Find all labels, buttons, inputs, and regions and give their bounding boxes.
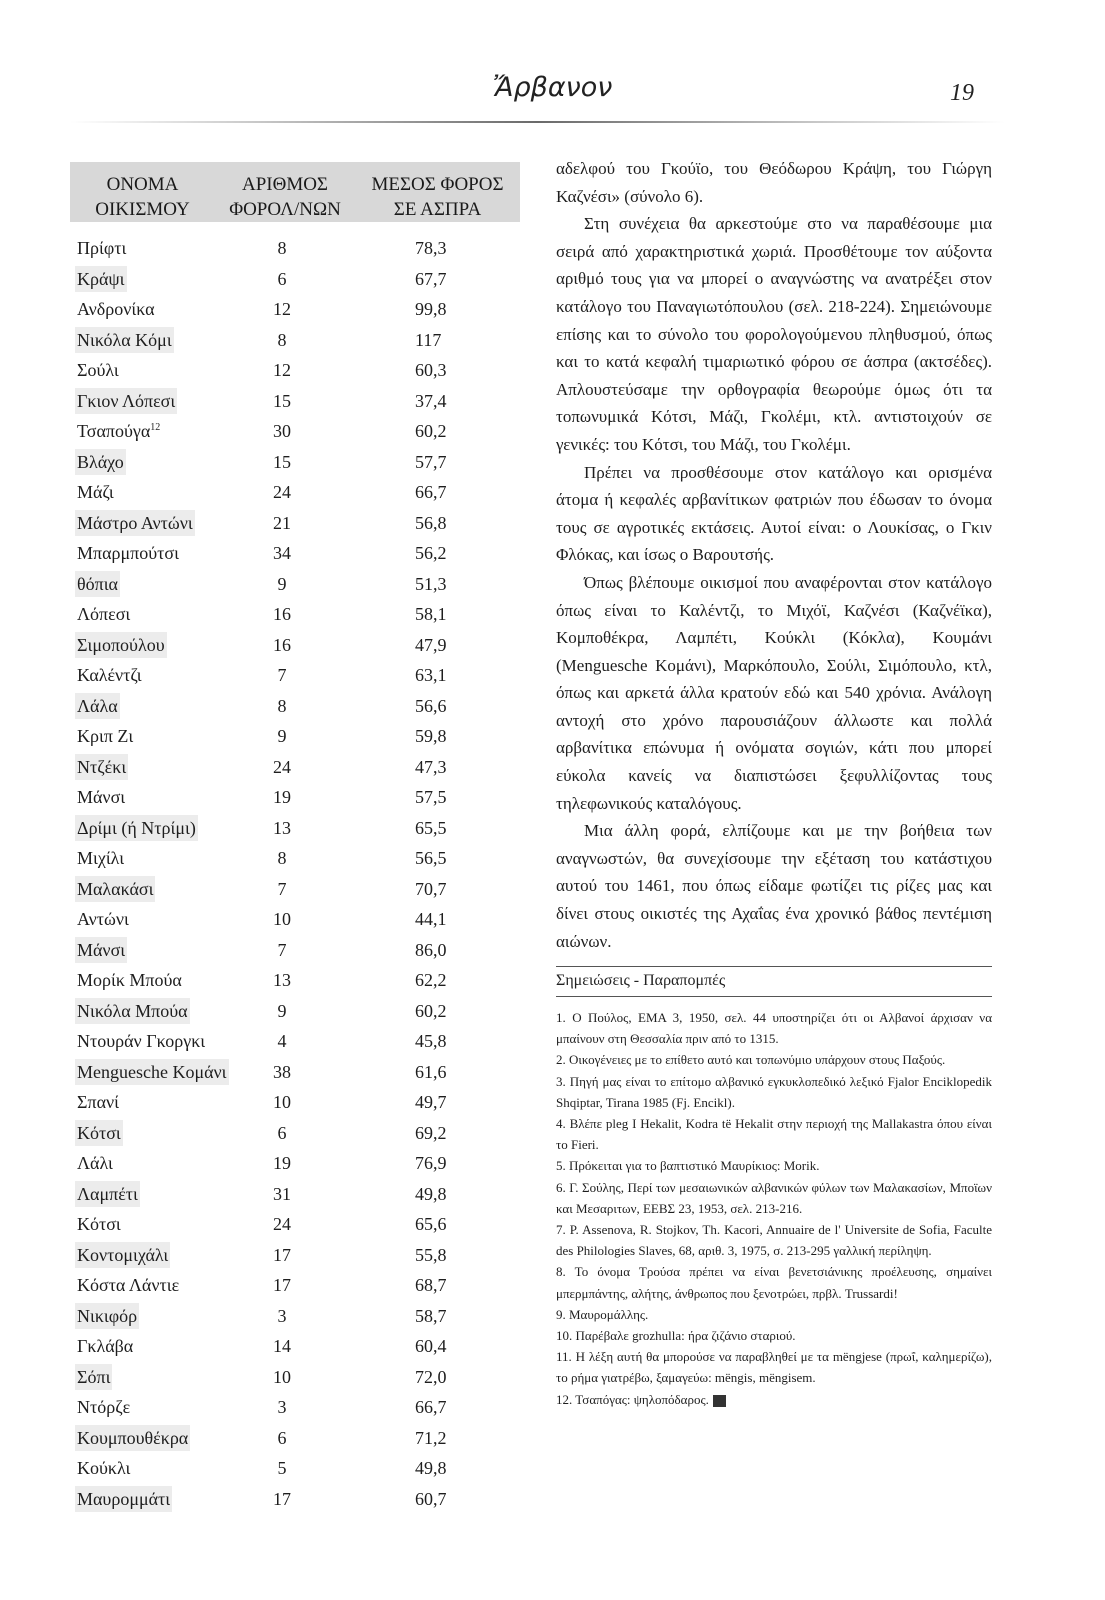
table-row (70, 965, 520, 996)
average-tax: 63,1 (415, 665, 447, 685)
average-tax: 60,4 (415, 1336, 447, 1356)
average-tax: 69,2 (415, 1122, 447, 1143)
settlement-name: Κότσι (75, 1120, 123, 1146)
average-tax: 59,8 (415, 726, 447, 746)
settlement-name: Μάζι (77, 482, 114, 502)
average-tax: 57,7 (415, 451, 447, 472)
settlement-name: Νικόλα Μπούα (75, 998, 190, 1024)
table-row (70, 1240, 520, 1271)
table-row (70, 1057, 520, 1088)
settlement-name: Κοντομιχάλι (75, 1242, 170, 1268)
taxpayer-count: 24 (273, 1214, 291, 1234)
average-tax: 78,3 (415, 238, 447, 258)
average-tax: 57,5 (415, 787, 447, 807)
taxpayer-count: 4 (277, 1031, 287, 1051)
table-row (70, 386, 520, 417)
header-settlement-name: ΟΝΟΜΑ ΟΙΚΙΣΜΟΥ (95, 174, 190, 220)
header-taxpayer-count: ΑΡΙΘΜΟΣ ΦΟΡΟΛ/ΝΩΝ (229, 174, 341, 220)
taxpayer-count: 6 (277, 1122, 287, 1143)
table-row (70, 935, 520, 966)
table-row (70, 294, 520, 325)
average-tax: 56,6 (415, 695, 447, 716)
taxpayer-count: 16 (273, 604, 291, 624)
average-tax: 47,9 (415, 634, 447, 655)
settlement-name: Γκιον Λόπεσι (75, 388, 177, 414)
settlement-name: Νικιφόρ (75, 1303, 139, 1329)
settlement-name: Μάνσι (77, 787, 126, 807)
average-tax: 99,8 (415, 299, 447, 319)
footnote: 1. Ο Πούλος, ΕΜΑ 3, 1950, σελ. 44 υποστηρίζει ότι οι Αλβανοί άρχισαν να μπαίνουν στη Θεσσαλία πριν από το 1315. (556, 1010, 992, 1047)
settlement-name: Λαμπέτι (75, 1181, 140, 1207)
taxpayer-count: 12 (273, 299, 291, 319)
settlement-name: Κράψι (75, 266, 127, 292)
table-row (70, 1301, 520, 1332)
table-row (70, 660, 520, 691)
average-tax: 62,2 (415, 970, 447, 990)
average-tax: 60,2 (415, 421, 447, 441)
taxpayer-count: 9 (277, 1000, 287, 1021)
average-tax: 66,7 (415, 482, 447, 502)
average-tax: 65,6 (415, 1214, 447, 1234)
taxpayer-count: 12 (273, 360, 291, 380)
table-row (70, 782, 520, 813)
table-row (70, 538, 520, 569)
taxpayer-count: 17 (273, 1244, 291, 1265)
table-row (70, 630, 520, 661)
settlement-name: Ανδρονίκα (77, 299, 155, 319)
notes-rule (556, 996, 992, 997)
average-tax: 58,1 (415, 604, 447, 624)
average-tax: 66,7 (415, 1397, 447, 1417)
settlement-name: Ντόρζε (77, 1397, 131, 1417)
settlement-name: Μορίκ Μπούα (77, 970, 182, 990)
taxpayer-count: 7 (277, 878, 287, 899)
footnotes (556, 1007, 992, 1410)
average-tax: 49,7 (415, 1092, 447, 1112)
taxpayer-count: 10 (273, 909, 291, 929)
average-tax: 61,6 (415, 1061, 447, 1082)
table-body (70, 233, 520, 1514)
settlement-name: Μπαρμπούτσι (77, 543, 179, 563)
footnote: 2. Οικογένειες με το επίθετο αυτό και τοπωνύμιο υπάρχουν στους Παξούς. (556, 1052, 946, 1068)
paragraph: Όπως βλέπουμε οικισμοί που αναφέρονται στον κατάλογο όπως είναι το Καλέντζι, το Μιχόϊ, Καζνέσι (Καζνέϊκα), Κομποθέκρα, Λαμπέτι, Κούκλι (Κόκλα), Κουμάνι (Menguesche Κομάνι), Μαρκόπουλο, Σούλι, Σιμόπουλο, κτλ, όπως και αρκετά άλλα κρατούν εδώ και 540 χρόνια. Ανάλογη αντοχή στο χρόνο παρουσιάζουν άλλωστε και πολλά αρβανίτικα επώνυμα ή ονόματα σογιών, κάτι που μπορεί εύκολα κανείς να διαπιστώσει ξεφυλλίζοντας τους τηλεφωνικούς καταλόγους. (556, 572, 992, 813)
settlement-name: Λάλα (75, 693, 120, 719)
settlement-name: Menguesche Κομάνι (75, 1059, 229, 1085)
settlement-name: Λάλι (77, 1153, 113, 1173)
table-row (70, 843, 520, 874)
settlement-name: Κουμπουθέκρα (75, 1425, 190, 1451)
average-tax: 68,7 (415, 1275, 447, 1295)
table-row (70, 264, 520, 295)
table-row (70, 233, 520, 264)
table-row (70, 1362, 520, 1393)
settlement-name: Ντζέκι (75, 754, 128, 780)
settlement-name: Σούλι (77, 360, 119, 380)
average-tax: 72,0 (415, 1366, 447, 1387)
taxpayer-count: 8 (277, 848, 287, 868)
average-tax: 51,3 (415, 573, 447, 594)
settlement-name: Σιμοπούλου (75, 632, 167, 658)
taxpayer-count: 15 (273, 390, 291, 411)
settlement-name: Τσαπούγα$^{12}$ (77, 421, 161, 441)
table-row (70, 1392, 520, 1423)
taxpayer-count: 3 (277, 1305, 287, 1326)
settlement-name: θόπια (75, 571, 120, 597)
taxpayer-count: 8 (277, 695, 287, 716)
settlement-name: Μάνσι (75, 937, 127, 963)
footnote: 3. Πηγή μας είναι το επίτομο αλβανικό εγκυκλοπεδικό λεξικό Fjalor Enciklopedik Shqiptar, Tirana 1985 (Fj. Encikl). (556, 1073, 992, 1110)
average-tax: 44,1 (415, 909, 447, 929)
settlement-name: Κόστα Λάντιε (77, 1275, 180, 1295)
table-row (70, 1209, 520, 1240)
average-tax: 37,4 (415, 390, 447, 411)
average-tax: 60,2 (415, 1000, 447, 1021)
taxpayer-count: 6 (277, 1427, 287, 1448)
paragraph: αδελφού του Γκούϊο, του Θεόδωρου Κράψη, του Γιώργη Καζνέσι» (σύνολο 6). (556, 159, 992, 206)
table-row (70, 813, 520, 844)
running-header-title: Ἄρβανον (492, 72, 613, 103)
taxpayer-count: 10 (273, 1366, 291, 1387)
average-tax: 67,7 (415, 268, 447, 289)
footnote: 8. Το όνομα Τρούσα πρέπει να είναι βενετσιάνικης προέλευσης, σημαίνει μπερμπάντης, αλήτης, άνθρωπος που ξενοτρώει, πρβλ. Trussardi! (556, 1264, 992, 1301)
table-row (70, 996, 520, 1027)
footnote: 9. Μαυρομάλλης. (556, 1306, 649, 1322)
average-tax: 55,8 (415, 1244, 447, 1265)
table-row (70, 599, 520, 630)
table-row (70, 721, 520, 752)
taxpayer-count: 21 (273, 512, 291, 533)
taxpayer-count: 17 (273, 1488, 291, 1509)
table-row (70, 1148, 520, 1179)
taxpayer-count: 15 (273, 451, 291, 472)
settlement-name: Λόπεσι (77, 604, 131, 624)
taxpayer-count: 7 (277, 665, 287, 685)
settlement-name: Κούκλι (77, 1458, 131, 1478)
average-tax: 86,0 (415, 939, 447, 960)
average-tax: 76,9 (415, 1153, 447, 1173)
settlement-name: Σπανί (77, 1092, 119, 1112)
table-row (70, 1118, 520, 1149)
table-row (70, 447, 520, 478)
taxpayer-count: 9 (277, 726, 287, 746)
footnote-marker: 12 (150, 422, 161, 433)
notes-heading: Σημειώσεις - Παραπομπές (556, 972, 726, 989)
table-row (70, 874, 520, 905)
taxpayer-count: 19 (273, 787, 291, 807)
average-tax: 71,2 (415, 1427, 447, 1448)
taxpayer-count: 30 (273, 421, 291, 441)
settlement-name: Πρίφτι (77, 238, 127, 258)
taxpayer-count: 24 (273, 756, 291, 777)
taxpayer-count: 5 (277, 1458, 287, 1478)
paragraph: Πρέπει να προσθέσουμε στον κατάλογο και ορισμένα άτομα ή κεφαλές αρβανίτικων φατριών που έδωσαν το όνομα τους σε αγροτικές εκτάσεις. Αυτοί είναι: ο Λουκίσας, ο Γκιν Φλόκας, και ίσως ο Βαρουτσής. (556, 462, 992, 565)
taxpayer-count: 13 (273, 970, 291, 990)
taxpayer-count: 6 (277, 268, 287, 289)
footnote: 4. Βλέπε pleg I Hekalit, Kodra të Hekalit στην περιοχή της Mallakastra όπου είναι το Fieri. (556, 1116, 992, 1153)
average-tax: 56,8 (415, 512, 447, 533)
table-row (70, 569, 520, 600)
taxpayer-count: 31 (273, 1183, 291, 1204)
average-tax: 60,3 (415, 360, 447, 380)
settlement-name: Δρίμι (ή Ντρίμι) (75, 815, 198, 841)
paragraph: Μια άλλη φορά, ελπίζουμε και με την βοήθεια των αναγνωστών, θα συνεχίσουμε την εξέταση του κατάστιχου αυτού του 1461, που όπως είδαμε φωτίζει τις ρίζες μας και δίνει στους οικιστές της Αχαΐας ένα χρονικό βάθος πεντέμιση αιώνων. (556, 821, 992, 951)
settlement-name: Νικόλα Κόμι (75, 327, 174, 353)
taxpayer-count: 3 (277, 1397, 287, 1417)
table-row (70, 355, 520, 386)
settlement-name: Κριπ Ζι (77, 726, 134, 746)
taxpayer-count: 7 (277, 939, 287, 960)
taxpayer-count: 17 (273, 1275, 291, 1295)
table-row (70, 904, 520, 935)
footnote: 11. Η λέξη αυτή θα μπορούσε να παραβληθεί με τα mëngjese (πρωΐ, καλημερίζω), το ρήμα γιατρέβω, ξαμαγεύω: mëngis, mëngisem. (556, 1349, 992, 1386)
taxpayer-count: 8 (277, 329, 287, 350)
settlement-name: Αντώνι (77, 909, 129, 929)
taxpayer-count: 24 (273, 482, 291, 502)
table-row (70, 1423, 520, 1454)
page-number: 19 (950, 80, 974, 106)
table-row (70, 1484, 520, 1515)
settlement-name: Γκλάβα (77, 1336, 134, 1356)
average-tax: 49,8 (415, 1183, 447, 1204)
table-row (70, 1026, 520, 1057)
settlement-name: Βλάχο (75, 449, 126, 475)
average-tax: 58,7 (415, 1305, 447, 1326)
taxpayer-count: 8 (277, 238, 287, 258)
settlement-name: Μιχίλι (77, 848, 125, 868)
footnote: 5. Πρόκειται για το βαπτιστικό Μαυρίκιος: Morik. (556, 1158, 820, 1174)
table-row (70, 691, 520, 722)
taxpayer-count: 19 (273, 1153, 291, 1173)
table-row (70, 1453, 520, 1484)
table-row (70, 1179, 520, 1210)
taxpayer-count: 10 (273, 1092, 291, 1112)
article-text (556, 155, 992, 955)
settlement-name: Καλέντζι (77, 665, 142, 685)
taxpayer-count: 38 (273, 1061, 291, 1082)
average-tax: 65,5 (415, 817, 447, 838)
average-tax: 60,7 (415, 1488, 447, 1509)
footnote: 6. Γ. Σούλης, Περί των μεσαιωνικών αλβανικών φύλων των Μαλακασίων, Μποϊων και Μεσαριτων, ΕΕΒΣ 23, 1953, σελ. 213-216. (556, 1179, 992, 1216)
taxpayer-count: 14 (273, 1336, 291, 1356)
table-row (70, 416, 520, 447)
settlement-name: Σόπι (75, 1364, 112, 1390)
taxpayer-count: 16 (273, 634, 291, 655)
taxpayer-count: 13 (273, 817, 291, 838)
taxpayer-count: 9 (277, 573, 287, 594)
average-tax: 56,2 (415, 543, 447, 563)
table-row (70, 752, 520, 783)
table-row (70, 1331, 520, 1362)
settlement-name: Μαλακάσι (75, 876, 155, 902)
header-rule (70, 121, 1005, 123)
average-tax: 70,7 (415, 878, 447, 899)
settlement-name: Μαυρομμάτι (75, 1486, 172, 1512)
table-row (70, 477, 520, 508)
table-row (70, 325, 520, 356)
header-average-tax: ΜΕΣΟΣ ΦΟΡΟΣ ΣΕ ΑΣΠΡΑ (371, 174, 504, 220)
taxpayer-count: 34 (273, 543, 291, 563)
settlement-name: Κότσι (77, 1214, 121, 1234)
table-row (70, 508, 520, 539)
notes-rule-top (556, 966, 992, 967)
footnote: 7. P. Assenova, R. Stojkov, Th. Kacori, Annuaire de l' Universite de Sofia, Faculte des Philologies Slaves, 68, αριθ. 3, 1975, σ. 213-295 γαλλική περίληψη. (556, 1222, 992, 1259)
average-tax: 45,8 (415, 1031, 447, 1051)
table-row (70, 1087, 520, 1118)
average-tax: 49,8 (415, 1458, 447, 1478)
footnote: 10. Παρέβαλε grozhulla: ήρα ζιζάνιο σταριού. (556, 1328, 796, 1344)
footnote: 12. Τσαπόγας: ψηλοπόδαρος. (556, 1389, 992, 1410)
table-row (70, 1270, 520, 1301)
settlements-table (70, 162, 520, 1514)
table-header (70, 162, 520, 222)
average-tax: 117 (415, 329, 442, 350)
settlement-name: Μάστρο Αντώνι (75, 510, 195, 536)
end-mark-icon (713, 1395, 726, 1407)
average-tax: 56,5 (415, 848, 447, 868)
average-tax: 47,3 (415, 756, 447, 777)
settlement-name: Ντουράν Γκοργκι (77, 1031, 206, 1051)
paragraph: Στη συνέχεια θα αρκεστούμε στο να παραθέσουμε μια σειρά από χαρακτηριστικά χωριά. Προσθέτουμε τον αύξοντα αριθμό τους για να μπορεί ο αναγνώστης να ανατρέξει στον κατάλογο του Παναγιωτόπουλου (σελ. 218-224). Σημειώνουμε επίσης και το σύνολο του φορολογούμενου πληθυσμού, όπως και το κατά κεφαλή τιμαριωτικό φόρου σε άσπρα (ακτσέδες). Απλουστεύσαμε την ορθογραφία θεωρούμε όμως ότι τα τοπωνυμικά Κότσι, Μάζι, Γκολέμι, κτλ. αντιστοιχούν σε γενικές: του Κότσι, του Μάζι, του Γκολέμι. (556, 214, 992, 454)
